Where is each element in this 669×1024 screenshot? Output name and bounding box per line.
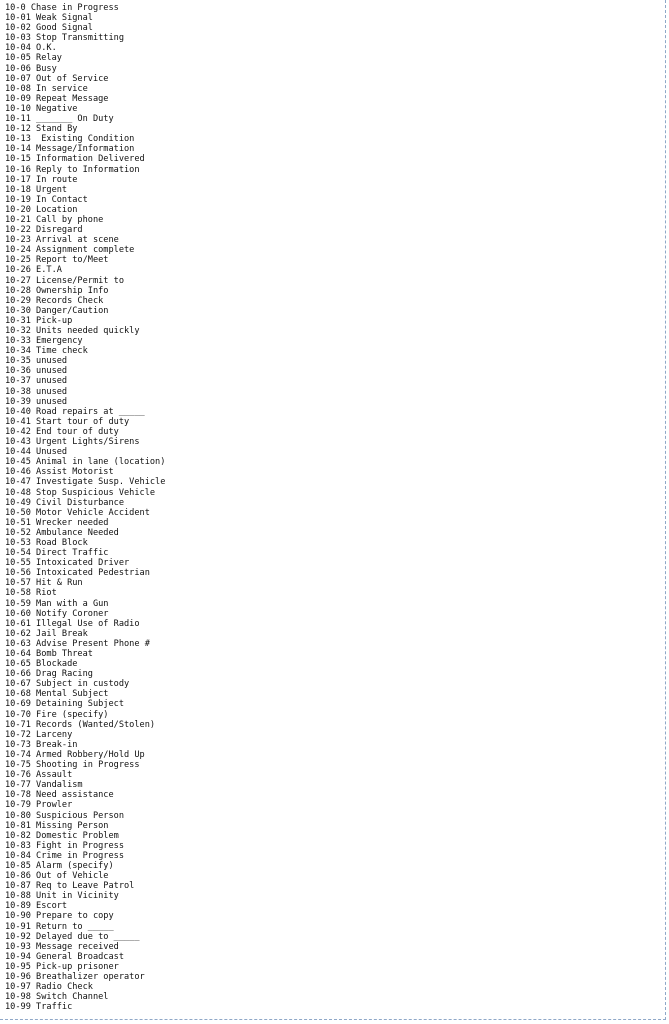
code-line: 10-27 License/Permit to (5, 275, 124, 286)
code-line: 10-65 Blockade (5, 659, 78, 670)
code-line: 10-55 Intoxicated Driver (5, 558, 130, 569)
code-line: 10-13 Existing Condition (5, 134, 135, 145)
code-line: 10-07 Out of Service (5, 73, 109, 84)
code-line: 10-52 Ambulance Needed (5, 527, 119, 538)
code-line: 10-31 Pick-up (5, 315, 73, 326)
code-line: 10-98 Switch Channel (5, 992, 109, 1003)
code-line: 10-16 Reply to Information (5, 164, 140, 175)
code-line: 10-33 Emergency (5, 336, 83, 347)
ten-code-list (5, 3, 665, 1012)
code-line: 10-78 Need assistance (5, 790, 114, 801)
code-line: 10-73 Break-in (5, 739, 78, 750)
code-line: 10-17 In route (5, 174, 78, 185)
code-line: 10-21 Call by phone (5, 214, 104, 225)
code-line: 10-99 Traffic (5, 1002, 73, 1013)
code-line: 10-19 In Contact (5, 194, 88, 205)
code-line: 10-76 Assault (5, 770, 73, 781)
code-line: 10-42 End tour of duty (5, 426, 119, 437)
code-line: 10-40 Road repairs at _____ (5, 406, 145, 417)
code-line: 10-15 Information Delivered (5, 154, 145, 165)
code-line: 10-86 Out of Vehicle (5, 871, 109, 882)
code-line: 10-03 Stop Transmitting (5, 33, 124, 44)
code-line: 10-26 E.T.A (5, 265, 62, 276)
code-line: 10-20 Location (5, 204, 78, 215)
code-line: 10-24 Assignment complete (5, 245, 135, 256)
code-line: 10-77 Vandalism (5, 780, 83, 791)
code-line: 10-34 Time check (5, 346, 88, 357)
code-line: 10-46 Assist Motorist (5, 467, 114, 478)
code-line: 10-87 Req to Leave Patrol (5, 881, 135, 892)
code-line: 10-35 unused (5, 356, 68, 367)
code-line: 10-79 Prowler (5, 800, 73, 811)
code-line: 10-60 Notify Coroner (5, 608, 109, 619)
code-line: 10-48 Stop Suspicious Vehicle (5, 487, 156, 498)
code-line: 10-64 Bomb Threat (5, 649, 93, 659)
code-line: 10-11 _______ On Duty (5, 114, 114, 125)
code-line: 10-91 Return to _____ (5, 921, 114, 932)
code-line: 10-29 Records Check (5, 295, 104, 306)
code-line: 10-88 Unit in Vicinity (5, 891, 119, 902)
code-line: 10-96 Breathalizer operator (5, 972, 145, 982)
code-line: 10-36 unused (5, 366, 68, 377)
code-line: 10-90 Prepare to copy (5, 911, 114, 922)
code-line: 10-63 Advise Present Phone # (5, 638, 150, 649)
code-line: 10-09 Repeat Message (5, 93, 109, 104)
code-line: 10-62 Jail Break (5, 628, 88, 639)
code-line: 10-95 Pick-up prisoner (5, 961, 119, 972)
code-line: 10-04 O.K. (5, 43, 57, 54)
code-line: 10-32 Units needed quickly (5, 326, 140, 336)
code-line: 10-72 Larceny (5, 729, 73, 740)
code-line: 10-10 Negative (5, 103, 78, 114)
code-line: 10-82 Domestic Problem (5, 830, 119, 841)
code-line: 10-06 Busy (5, 63, 57, 74)
code-line: 10-97 Radio Check (5, 982, 93, 993)
code-line: 10-89 Escort (5, 901, 68, 912)
code-line: 10-53 Road Block (5, 537, 88, 548)
code-line: 10-93 Message received (5, 941, 119, 952)
code-line: 10-58 Riot (5, 588, 57, 599)
code-line: 10-70 Fire (specify) (5, 709, 109, 720)
code-line: 10-01 Weak Signal (5, 13, 93, 24)
code-line: 10-14 Message/Information (5, 144, 135, 155)
code-line: 10-0 Chase in Progress (5, 3, 119, 13)
code-line: 10-83 Fight in Progress (5, 840, 124, 851)
code-line: 10-92 Delayed due to _____ (5, 931, 140, 942)
code-line: 10-69 Detaining Subject (5, 699, 124, 710)
code-line: 10-54 Direct Traffic (5, 548, 109, 559)
code-line: 10-08 In service (5, 83, 88, 94)
code-line: 10-05 Relay (5, 53, 62, 64)
code-line: 10-23 Arrival at scene (5, 235, 119, 246)
code-line: 10-66 Drag Racing (5, 669, 93, 680)
code-line: 10-67 Subject in custody (5, 679, 130, 690)
code-line: 10-18 Urgent (5, 184, 68, 195)
code-line: 10-85 Alarm (specify) (5, 860, 114, 871)
code-line: 10-49 Civil Disturbance (5, 497, 124, 508)
code-line: 10-71 Records (Wanted/Stolen) (5, 719, 156, 730)
code-line: 10-57 Hit & Run (5, 578, 83, 589)
code-line: 10-02 Good Signal (5, 23, 93, 34)
code-line: 10-74 Armed Robbery/Hold Up (5, 749, 145, 760)
code-line: 10-61 Illegal Use of Radio (5, 618, 140, 629)
code-line: 10-94 General Broadcast (5, 951, 124, 962)
code-line: 10-41 Start tour of duty (5, 416, 130, 427)
code-line: 10-43 Urgent Lights/Sirens (5, 437, 140, 448)
code-line: 10-56 Intoxicated Pedestrian (5, 568, 150, 579)
code-line: 10-80 Suspicious Person (5, 810, 124, 821)
code-line: 10-28 Ownership Info (5, 285, 109, 296)
code-line: 10-12 Stand By (5, 124, 78, 135)
code-line: 10-30 Danger/Caution (5, 305, 109, 316)
code-line: 10-59 Man with a Gun (5, 598, 109, 609)
code-line: 10-50 Motor Vehicle Accident (5, 507, 150, 518)
code-line: 10-51 Wrecker needed (5, 517, 109, 528)
code-line: 10-47 Investigate Susp. Vehicle (5, 477, 166, 488)
code-line: 10-84 Crime in Progress (5, 850, 124, 861)
code-line: 10-38 unused (5, 386, 68, 397)
code-line: 10-68 Mental Subject (5, 689, 109, 700)
code-line: 10-22 Disregard (5, 225, 83, 236)
code-line: 10-44 Unused (5, 447, 68, 458)
code-line: 10-45 Animal in lane (location) (5, 457, 166, 468)
code-line: 10-39 unused (5, 396, 68, 407)
code-line: 10-75 Shooting in Progress (5, 760, 140, 771)
code-line: 10-25 Report to/Meet (5, 255, 109, 266)
code-line: 10-37 unused (5, 376, 68, 387)
code-line: 10-81 Missing Person (5, 820, 109, 831)
